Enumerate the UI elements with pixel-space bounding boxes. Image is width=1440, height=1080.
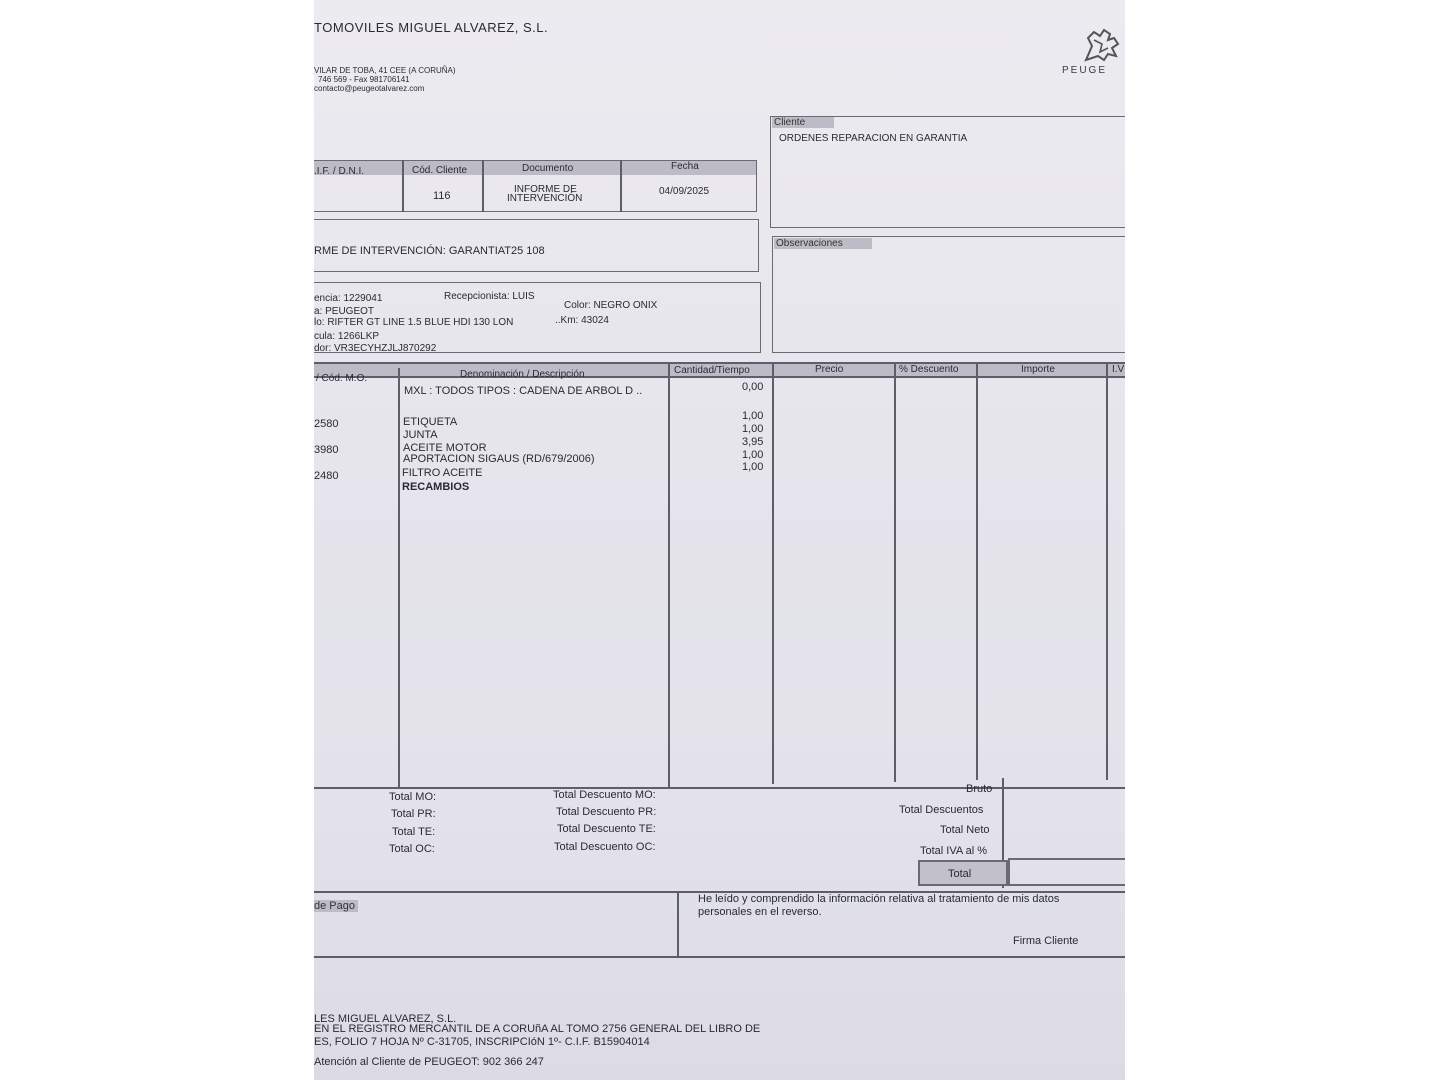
total-oc: Total OC: — [389, 843, 435, 855]
row-3-desc: JUNTA — [403, 429, 438, 441]
row-5-qty: 1,00 — [742, 449, 764, 461]
total-descuento-te: Total Descuento TE: — [557, 823, 656, 835]
col-descripcion: Denominación / Descripción — [460, 369, 585, 380]
brand-name: PEUGE — [1062, 65, 1108, 76]
footer-line2: EN EL REGISTRO MERCANTIL DE A CORUñA AL TOMO 2756 GENERAL DEL LIBRO DE — [314, 1023, 761, 1035]
total-descuento-mo: Total Descuento MO: — [553, 789, 656, 801]
vehicle-km: ..Km: 43024 — [555, 315, 609, 326]
row-2-code: 2580 — [314, 418, 339, 430]
vehicle-recepcionista: Recepcionista: LUIS — [444, 291, 535, 302]
total-descuentos-label: Total Descuentos — [899, 804, 984, 816]
header-documento: Documento — [522, 163, 574, 174]
row-4-qty: 3,95 — [742, 436, 764, 448]
vehicle-modelo: lo: RIFTER GT LINE 1.5 BLUE HDI 130 LON — [314, 317, 514, 328]
total-pr: Total PR: — [391, 808, 436, 820]
peugeot-lion-icon — [1080, 26, 1125, 64]
fecha-value: 04/09/2025 — [659, 186, 710, 197]
observaciones-box — [772, 236, 1125, 353]
vehicle-color: Color: NEGRO ONIX — [564, 300, 658, 311]
row-1-qty: 0,00 — [742, 381, 764, 393]
total-iva-label: Total IVA al % — [920, 845, 988, 857]
pago-label: de Pago — [314, 900, 358, 912]
firma-cliente: Firma Cliente — [1013, 935, 1079, 947]
total-value-box — [1008, 858, 1125, 886]
company-email: contacto@peugeotalvarez.com — [314, 84, 425, 93]
row-4-code: 3980 — [314, 444, 339, 456]
row-5-desc: APORTACION SIGAUS (RD/679/2006) — [403, 453, 595, 465]
header-cod-cliente: Cód. Cliente — [412, 165, 468, 176]
col-iva: I.V — [1112, 364, 1125, 375]
col-cantidad: Cantidad/Tiempo — [674, 365, 750, 376]
row-3-qty: 1,00 — [742, 423, 764, 435]
row-7-desc: RECAMBIOS — [402, 481, 470, 493]
documento-line2: INTERVENCIÓN — [507, 193, 583, 204]
row-6-code: 2480 — [314, 470, 339, 482]
documento-line1: INFORME DE — [514, 184, 577, 195]
cod-cliente-value: 116 — [433, 190, 451, 202]
vehicle-referencia: encia: 1229041 — [314, 293, 383, 304]
header-fecha: Fecha — [671, 161, 699, 172]
col-descuento: % Descuento — [899, 364, 959, 375]
row-2-desc: ETIQUETA — [403, 416, 458, 428]
observaciones-label: Observaciones — [774, 238, 872, 249]
footer-line4: Atención al Cliente de PEUGEOT: 902 366 247 — [314, 1056, 544, 1068]
footer-line1: LES MIGUEL ALVAREZ, S.L. — [314, 1013, 457, 1025]
cliente-label: Cliente — [772, 117, 834, 128]
footer-line3: ES, FOLIO 7 HOJA Nº C-31705, INSCRIPCIóN 1º- C.I.F. B15904014 — [314, 1036, 650, 1048]
vehicle-matricula: cula: 1266LKP — [314, 331, 380, 342]
company-phone: 746 569 - Fax 981706141 — [318, 75, 410, 84]
col-precio: Precio — [815, 364, 844, 375]
row-1-desc: MXL : TODOS TIPOS : CADENA DE ARBOL D .. — [404, 385, 643, 397]
col-codigo: / Cód. M.O. — [316, 373, 368, 384]
vehicle-marca: a: PEUGEOT — [314, 306, 375, 317]
company-address: VILAR DE TOBA, 41 CEE (A CORUÑA) — [314, 66, 456, 75]
bruto-label: Bruto — [966, 783, 993, 795]
privacy-line1: He leído y comprendido la información relativa al tratamiento de mis datos — [698, 893, 1060, 905]
total-mo: Total MO: — [389, 791, 437, 803]
col-importe: Importe — [1021, 364, 1055, 375]
total-descuento-oc: Total Descuento OC: — [554, 841, 656, 853]
informe-value: RME DE INTERVENCIÓN: GARANTIAT25 108 — [314, 245, 545, 257]
total-label: Total — [948, 868, 972, 880]
privacy-line2: personales en el reverso. — [698, 906, 822, 918]
total-descuento-pr: Total Descuento PR: — [556, 806, 657, 818]
header-cif: .I.F. / D.N.I. — [314, 166, 365, 177]
row-6-desc: FILTRO ACEITE — [402, 467, 483, 479]
cliente-value: ORDENES REPARACION EN GARANTIA — [779, 133, 968, 144]
vehicle-bastidor: dor: VR3ECYHZJLJ870292 — [314, 343, 437, 354]
row-6-qty: 1,00 — [742, 461, 764, 473]
document-page — [314, 0, 1125, 1080]
total-te: Total TE: — [392, 826, 436, 838]
row-4-desc: ACEITE MOTOR — [403, 442, 487, 454]
company-name: TOMOVILES MIGUEL ALVAREZ, S.L. — [314, 20, 549, 35]
total-neto-label: Total Neto — [940, 824, 990, 836]
row-2-qty: 1,00 — [742, 410, 764, 422]
